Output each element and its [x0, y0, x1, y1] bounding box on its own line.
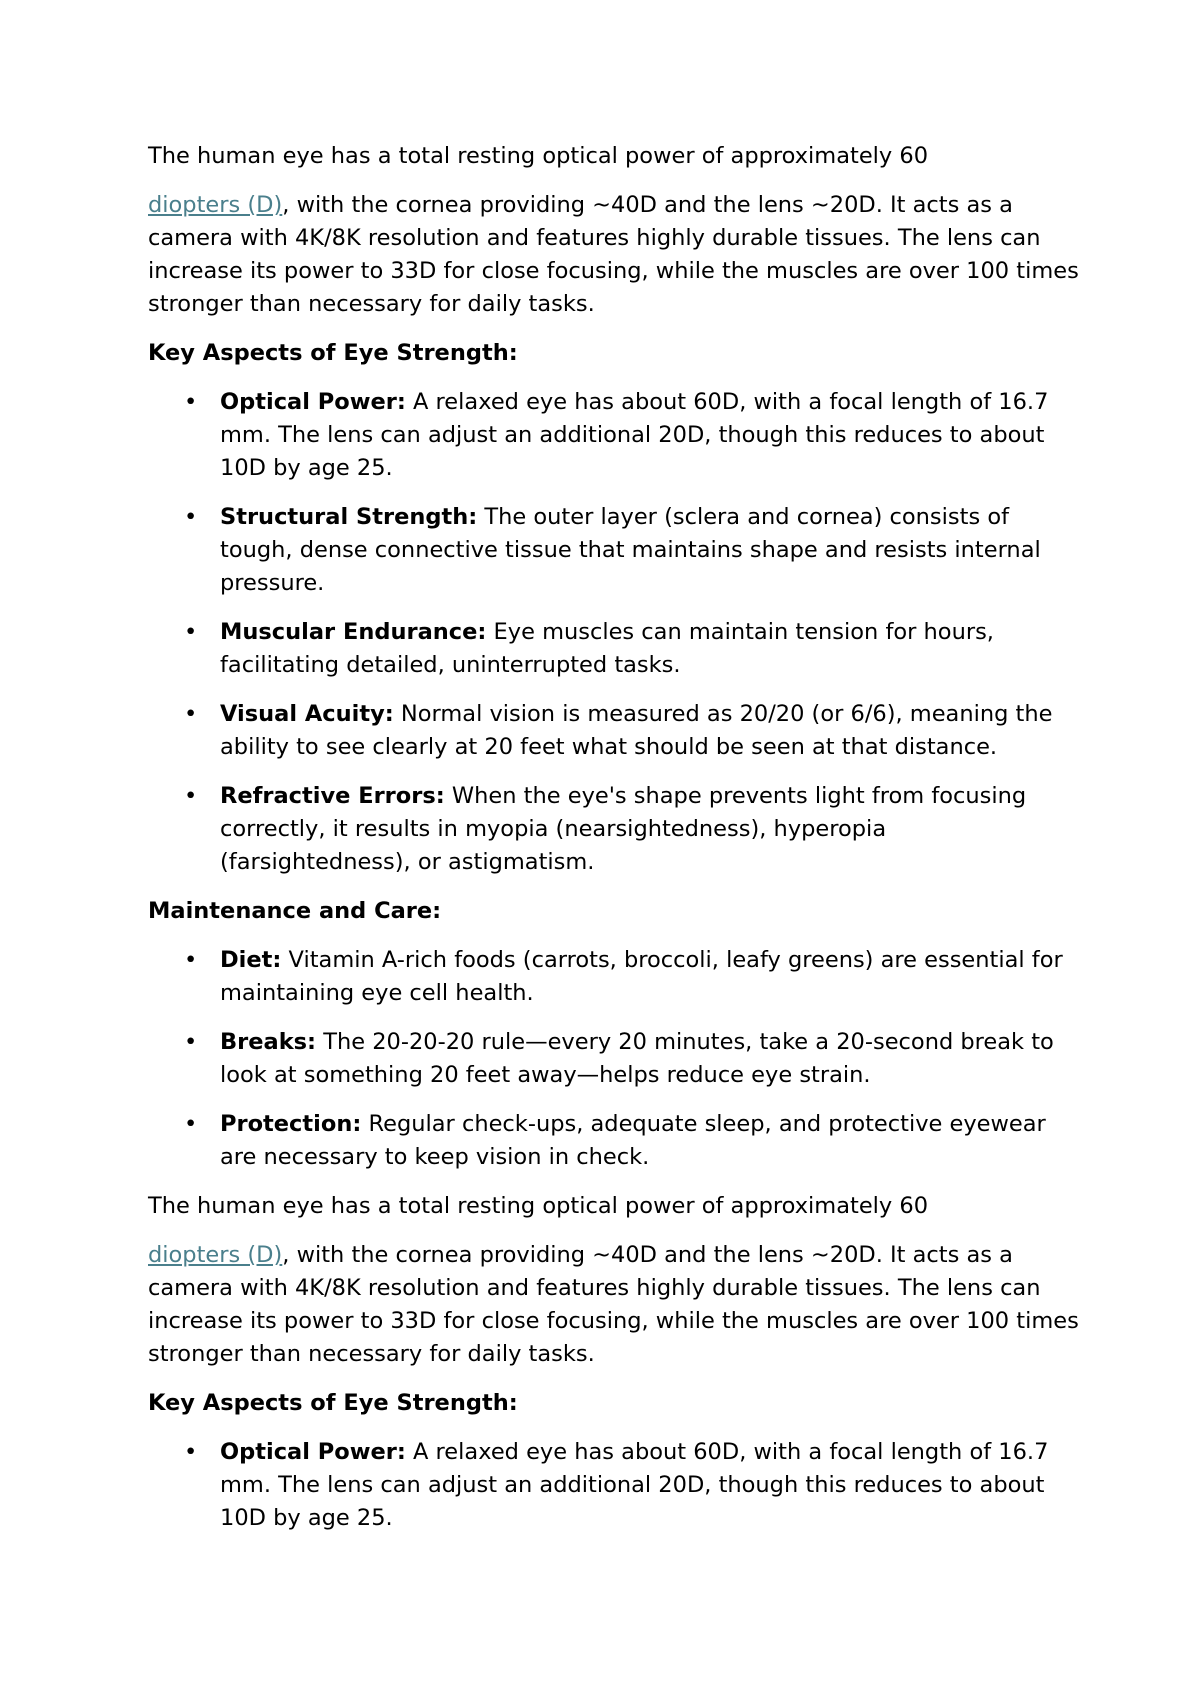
list-item-term: Diet: [220, 947, 282, 973]
intro-paragraph-text: , with the cornea providing ~40D and the lens ~20D. It acts as a camera with 4K/8K resolution and features highly durable tissues. The lens can increase its power to 33D for close focusing, while the muscles are over 100 times stronger than necessary for daily tasks. [148, 1242, 1079, 1367]
list-item-text: Normal vision is measured as 20/20 (or 6/6), meaning the ability to see clearly at 20 feet what should be seen at that distance. [220, 701, 1053, 760]
list-item [148, 1026, 1080, 1092]
list-item-text: When the eye's shape prevents light from focusing correctly, it results in myopia (nearsightedness), hyperopia (farsightedness), or astigmatism. [220, 783, 1027, 875]
list-item-text: Eye muscles can maintain tension for hours, facilitating detailed, uninterrupted tasks. [220, 619, 994, 678]
intro-paragraph-line: The human eye has a total resting optical power of approximately 60 [148, 143, 929, 169]
list-item [148, 1436, 1080, 1535]
intro-paragraph [148, 189, 1080, 321]
maintenance-heading: Maintenance and Care: [148, 898, 442, 924]
bullet-icon: • [184, 1439, 198, 1465]
list-item-term: Refractive Errors: [220, 783, 445, 809]
bullet-icon: • [184, 947, 198, 973]
bullet-icon: • [184, 389, 198, 415]
list-item-term: Protection: [220, 1111, 362, 1137]
list-item [148, 616, 1080, 682]
list-item-text: A relaxed eye has about 60D, with a focal length of 16.7 mm. The lens can adjust an additional 20D, though this reduces to about 10D by age 25. [220, 1439, 1049, 1531]
list-item [148, 780, 1080, 879]
maintenance-list [148, 944, 1080, 1174]
key-aspects-list [148, 386, 1080, 879]
intro-paragraph-text: , with the cornea providing ~40D and the lens ~20D. It acts as a camera with 4K/8K resolution and features highly durable tissues. The lens can increase its power to 33D for close focusing, while the muscles are over 100 times stronger than necessary for daily tasks. [148, 192, 1079, 317]
bullet-icon: • [184, 504, 198, 530]
bullet-icon: • [184, 783, 198, 809]
list-item-term: Optical Power: [220, 1439, 406, 1465]
list-item-text: The outer layer (sclera and cornea) consists of tough, dense connective tissue that maintains shape and resists internal pressure. [220, 504, 1041, 596]
key-aspects-list [148, 1436, 1080, 1535]
list-item-term: Structural Strength: [220, 504, 478, 530]
bullet-icon: • [184, 619, 198, 645]
bullet-icon: • [184, 701, 198, 727]
diopters-link[interactable]: diopters (D) [148, 192, 283, 218]
bullet-icon: • [184, 1111, 198, 1137]
list-item-term: Optical Power: [220, 389, 406, 415]
list-item-text: Regular check-ups, adequate sleep, and protective eyewear are necessary to keep vision in check. [220, 1111, 1046, 1170]
intro-paragraph-line: The human eye has a total resting optical power of approximately 60 [148, 1193, 929, 1219]
list-item-term: Breaks: [220, 1029, 317, 1055]
intro-paragraph [148, 1239, 1080, 1371]
bullet-icon: • [184, 1029, 198, 1055]
list-item [148, 386, 1080, 485]
list-item [148, 501, 1080, 600]
list-item-text: The 20-20-20 rule—every 20 minutes, take a 20-second break to look at something 20 feet away—helps reduce eye strain. [220, 1029, 1054, 1088]
list-item-term: Visual Acuity: [220, 701, 394, 727]
list-item-term: Muscular Endurance: [220, 619, 487, 645]
key-aspects-heading: Key Aspects of Eye Strength: [148, 1390, 518, 1416]
list-item [148, 698, 1080, 764]
list-item [148, 944, 1080, 1010]
list-item [148, 1108, 1080, 1174]
list-item-text: A relaxed eye has about 60D, with a focal length of 16.7 mm. The lens can adjust an additional 20D, though this reduces to about 10D by age 25. [220, 389, 1049, 481]
list-item-text: Vitamin A-rich foods (carrots, broccoli, leafy greens) are essential for maintaining eye cell health. [220, 947, 1063, 1006]
diopters-link[interactable]: diopters (D) [148, 1242, 283, 1268]
key-aspects-heading: Key Aspects of Eye Strength: [148, 340, 518, 366]
